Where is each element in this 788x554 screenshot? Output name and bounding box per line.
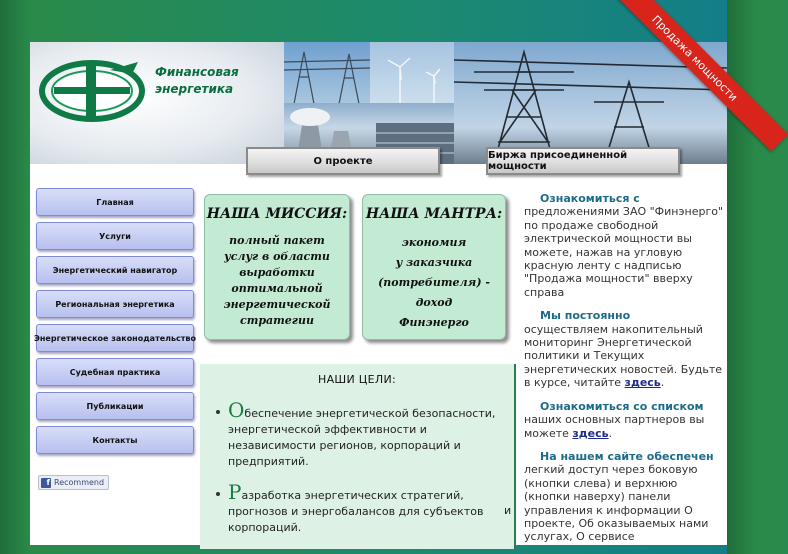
sidebar-item-home[interactable]: Главная	[36, 188, 194, 216]
mission-box	[204, 194, 350, 340]
goal-side-word: и	[504, 504, 512, 517]
mission-line: полный пакет	[229, 234, 325, 247]
mantra-line: Финэнерго	[399, 316, 469, 329]
info-lead: Мы постоянно	[540, 309, 631, 323]
mission-line: энергетической	[223, 298, 331, 311]
goal-item	[216, 398, 512, 470]
recommend-label: Recommend	[54, 478, 105, 487]
sidebar-item-publications[interactable]: Публикации	[36, 392, 194, 420]
logo-text-line2: энергетика	[155, 82, 234, 96]
mission-text	[205, 233, 349, 329]
facebook-recommend-button[interactable]	[38, 475, 109, 490]
info-paragraph: Мы постоянно осуществляем накопительный мониторинг Энергетической политики и Текущих энергетических новостей. Будьте в курсе, читайте здесь.	[524, 309, 723, 390]
info-paragraph	[524, 192, 724, 299]
info-paragraph	[524, 450, 724, 544]
mantra-line: у заказчика	[395, 256, 473, 269]
goal-text-tail: корпораций.	[228, 521, 302, 534]
sell-capacity-ribbon[interactable]: Продажа мощности	[602, 0, 788, 151]
mantra-line: экономия	[401, 236, 467, 249]
info-lead: Ознакомиться с	[540, 192, 640, 205]
mantra-line: доход	[415, 296, 453, 309]
topnav-exchange-button[interactable]: Биржа присоединенной мощности	[486, 147, 680, 175]
mission-title: НАША МИССИЯ:	[206, 206, 348, 222]
mantra-title: НАША МАНТРА:	[365, 206, 503, 222]
goal-initial: Р	[228, 480, 242, 504]
info-text: наших основных партнеров вы можете	[524, 413, 705, 440]
mantra-line: (потребителя) -	[378, 276, 490, 289]
facebook-icon: f	[41, 478, 51, 488]
info-paragraph: Ознакомиться со списком наших основных партнеров вы можете здесь.	[524, 399, 705, 440]
mission-line: стратегии	[240, 314, 314, 327]
sidebar-item-services[interactable]: Услуги	[36, 222, 194, 250]
news-link[interactable]: здесь	[624, 376, 661, 390]
mantra-text	[363, 233, 505, 333]
corner-ribbon-wrap	[567, 0, 741, 130]
info-column	[524, 192, 724, 554]
logo-area[interactable]	[30, 42, 284, 164]
mission-line: выработки	[239, 266, 315, 279]
bullet-icon	[216, 410, 220, 414]
topnav-about-button[interactable]: О проекте	[246, 147, 440, 175]
goals-section	[200, 364, 516, 549]
sidebar-item-energy-navigator[interactable]: Энергетический навигатор	[36, 256, 194, 284]
goal-item	[216, 480, 512, 536]
logo-icon	[40, 60, 145, 122]
mantra-box	[362, 194, 506, 340]
info-text: легкий доступ через боковую (кнопки слева) и верхнюю (кнопки наверху) панели управления к информации О проекте, Об оказываемых нами услугах, О сервисе	[524, 463, 709, 544]
info-lead: Ознакомиться со списком	[540, 399, 704, 413]
sidebar-item-regional-energy[interactable]: Региональная энергетика	[36, 290, 194, 318]
sidebar-item-court-practice[interactable]: Судебная практика	[36, 358, 194, 386]
bullet-icon	[216, 492, 220, 496]
goal-text: беспечение энергетической безопасности, энергетической эффективности и независимости регионов, корпораций и предприятий.	[228, 407, 496, 468]
logo-text	[155, 64, 275, 98]
goals-title: НАШИ ЦЕЛИ:	[318, 373, 396, 386]
sidebar-item-contacts[interactable]: Контакты	[36, 426, 194, 454]
sidebar-item-energy-legislation[interactable]: Энергетическое законодательство	[36, 324, 194, 352]
goal-text: азработка энергетических стратегий, прогнозов и энергобалансов для субъектов	[228, 489, 484, 518]
info-text: предложениями ЗАО "Финэнерго" по продаже свободной электрической мощности вы можете, нажав на угловую красную ленту с надписью "Продажа мощности" вверху справа	[524, 205, 724, 299]
mission-line: услуг в области	[224, 250, 330, 263]
goal-initial: О	[228, 398, 245, 422]
info-lead: На нашем сайте обеспечен	[540, 449, 714, 463]
mission-line: оптимальной	[231, 282, 323, 295]
logo-text-line1: Финансовая	[155, 65, 239, 79]
info-text: осуществляем накопительный мониторинг Энергетической политики и Текущих энергетических новостей. Будьте в курсе, читайте	[524, 322, 723, 390]
partners-link[interactable]: здесь	[572, 426, 609, 440]
